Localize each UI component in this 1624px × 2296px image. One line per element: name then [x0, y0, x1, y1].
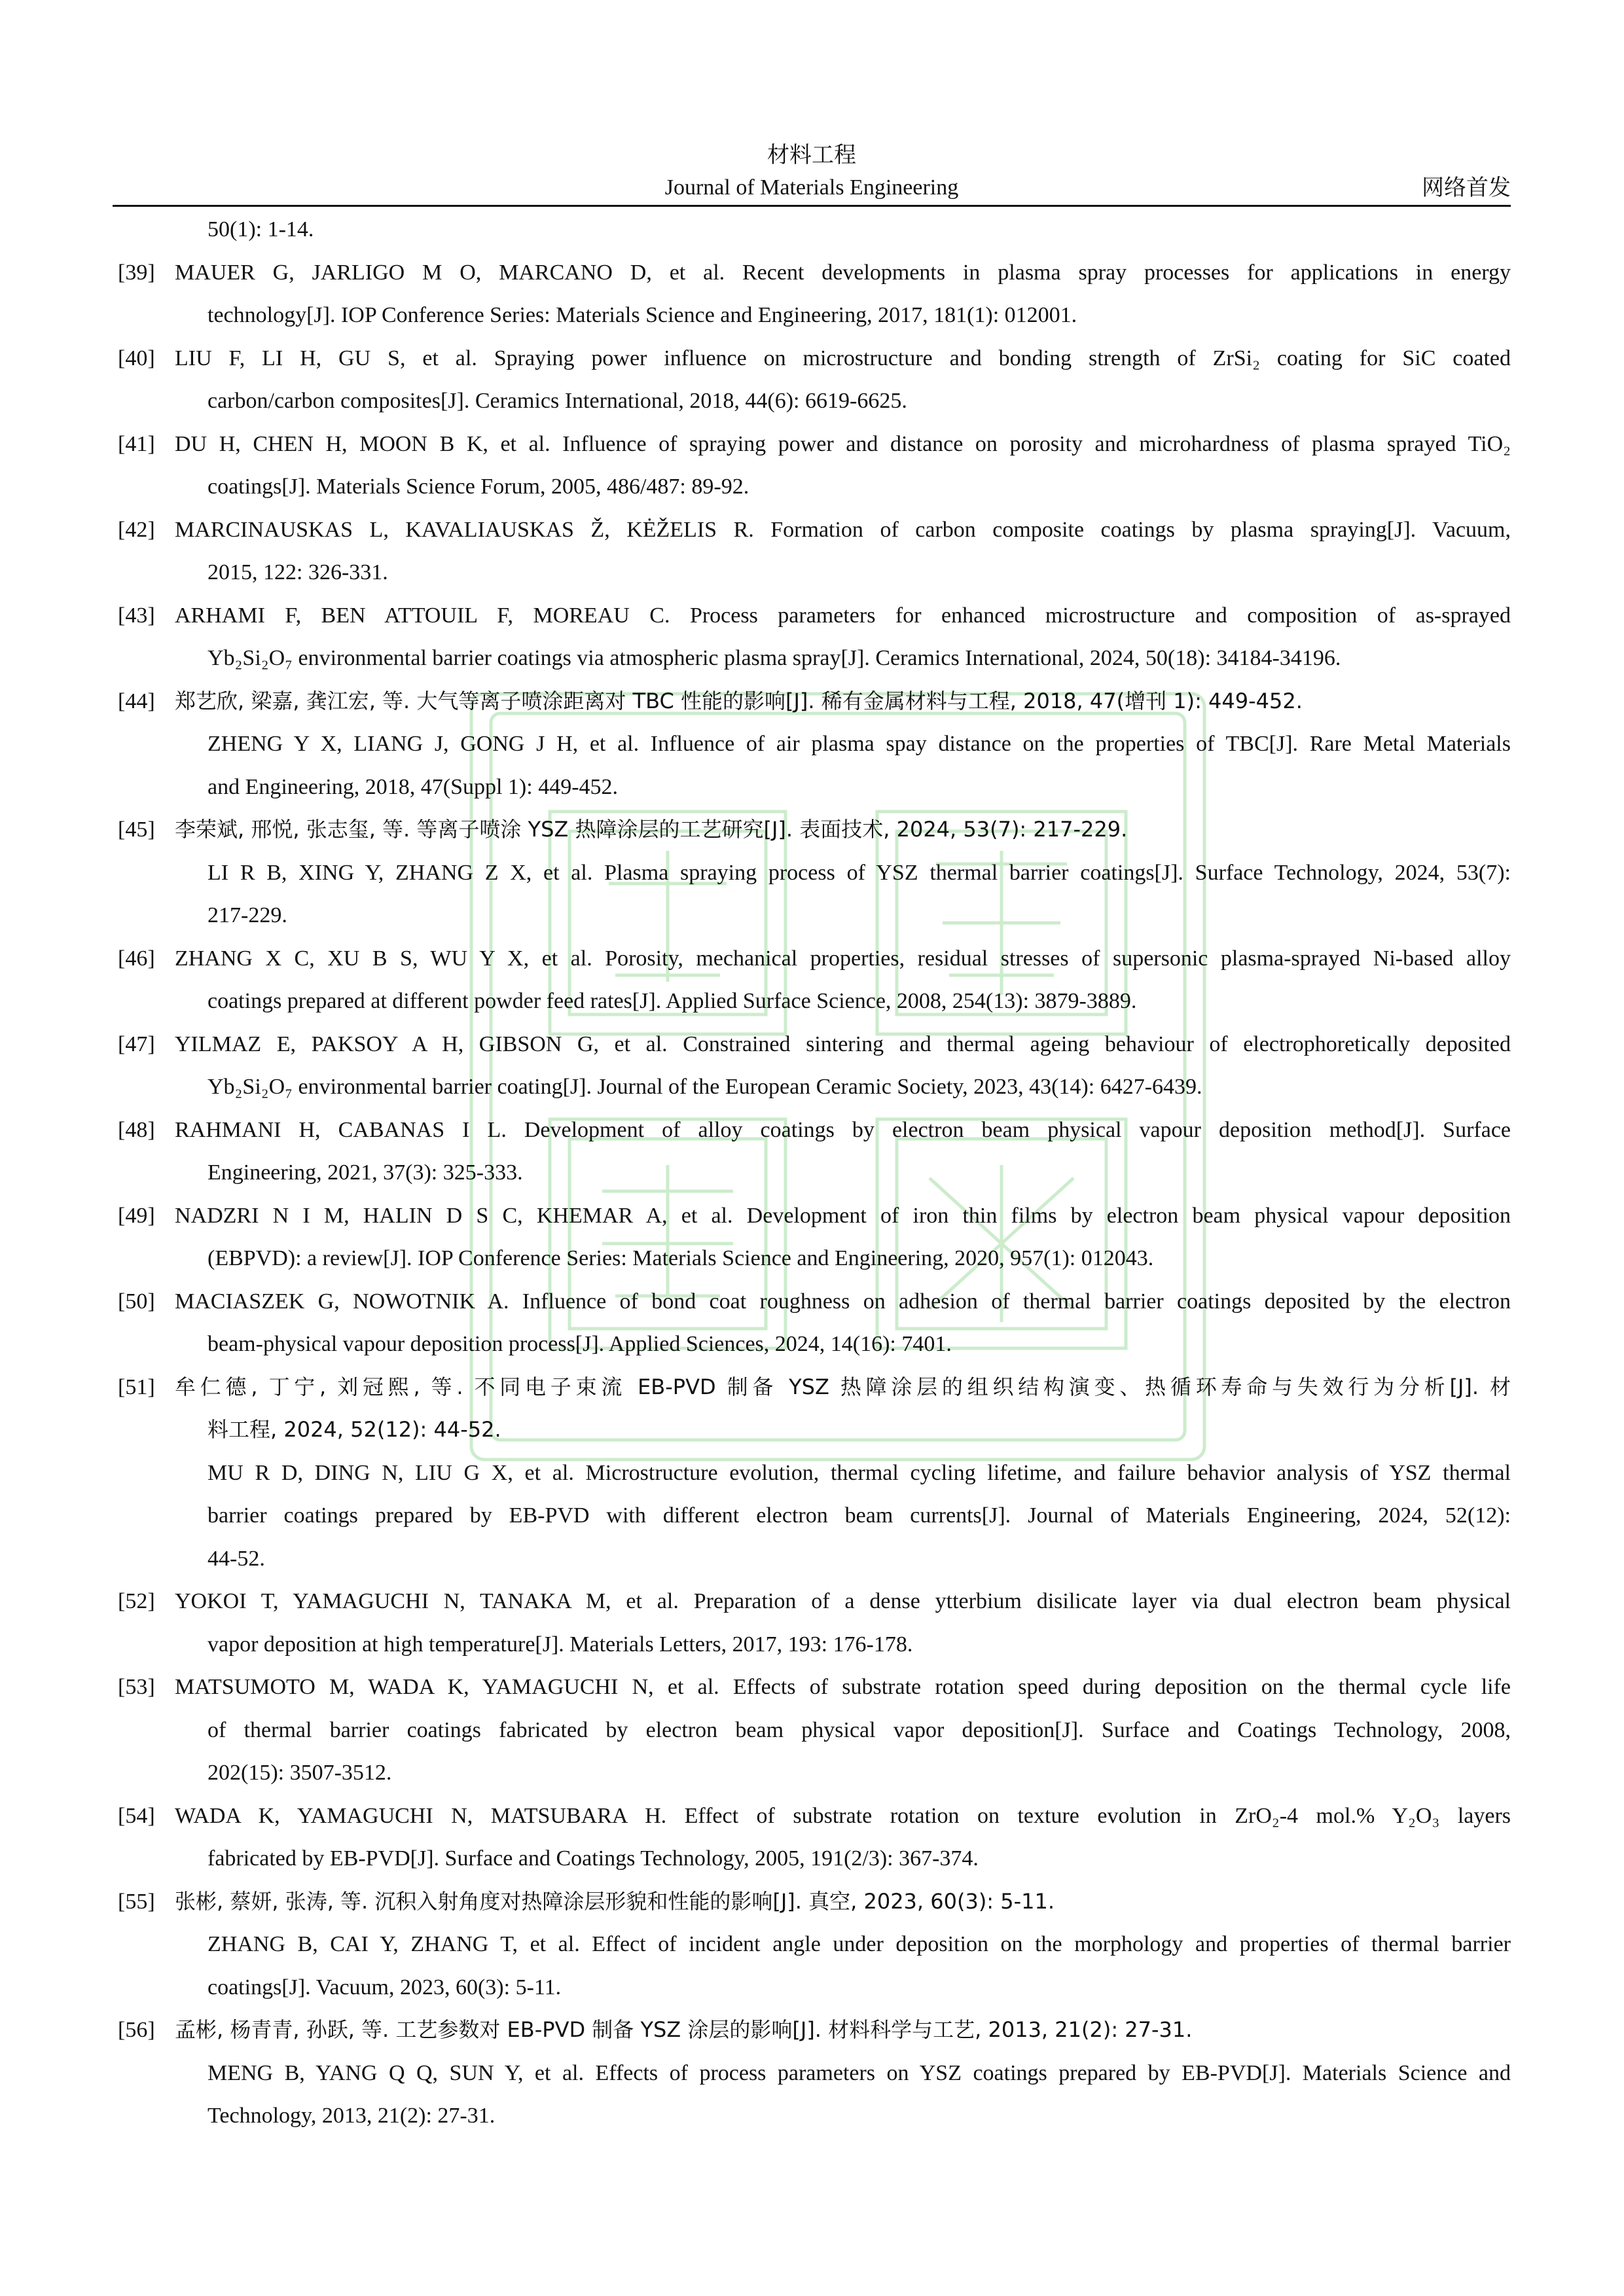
reference-line: MAUER G, JARLIGO M O, MARCANO D, et al. Recent developments in plasma spray processes for applications in energy [175, 260, 1511, 285]
reference-line: coatings[J]. Vacuum, 2023, 60(3): 5-11. [208, 1975, 562, 2000]
reference-number: [40] [118, 346, 155, 370]
reference-number: [39] [118, 260, 155, 285]
reference-line: LIU F, LI H, GU S, et al. Spraying power influence on microstructure and bonding strength of ZrSi₂ coating for SiC coated [175, 346, 1511, 370]
reference-continuation [113, 208, 1511, 251]
reference-item [113, 423, 1511, 509]
page-header [113, 134, 1511, 209]
reference-line: coatings[J]. Materials Science Forum, 2005, 486/487: 89-92. [208, 475, 749, 499]
reference-item [113, 1666, 1511, 1795]
reference-line: vapor deposition at high temperature[J]. Materials Letters, 2017, 193: 176-178. [208, 1632, 913, 1657]
reference-line: WADA K, YAMAGUCHI N, MATSUBARA H. Effect of substrate rotation on texture evolution in ZrO₂-4 mol.% Y₂O₃ layers [175, 1803, 1511, 1828]
reference-line-cn: 李荣斌, 邢悦, 张志玺, 等. 等离子喷涂 YSZ 热障涂层的工艺研究[J]. 表面技术, 2024, 53(7): 217-229. [175, 817, 1128, 842]
reference-line: fabricated by EB-PVD[J]. Surface and Coatings Technology, 2005, 191(2/3): 367-374. [208, 1846, 979, 1871]
reference-line-cn: 料工程, 2024, 52(12): 44-52. [208, 1417, 501, 1442]
reference-line: ARHAMI F, BEN ATTOUIL F, MOREAU C. Process parameters for enhanced microstructure and composition of as-sprayed [175, 603, 1511, 628]
reference-item [113, 1366, 1511, 1581]
journal-title-en: Journal of Materials Engineering [664, 175, 959, 200]
reference-number: [53] [118, 1675, 155, 1699]
reference-item [113, 808, 1511, 937]
reference-item [113, 1880, 1511, 2009]
reference-line: of thermal barrier coatings fabricated by electron beam physical vapor deposition[J]. Surface and Coatings Technology, 2008, [208, 1717, 1511, 1742]
reference-line: DU H, CHEN H, MOON B K, et al. Influence of spraying power and distance on porosity and microhardness of plasma sprayed TiO₂ [175, 431, 1511, 456]
reference-item [113, 2009, 1511, 2138]
reference-item [113, 1109, 1511, 1194]
reference-line: MU R D, DING N, LIU G X, et al. Microstructure evolution, thermal cycling lifetime, and failure behavior analysis of YSZ thermal [208, 1460, 1511, 1485]
reference-line: MATSUMOTO M, WADA K, YAMAGUCHI N, et al. Effects of substrate rotation speed during deposition on the thermal cycle life [175, 1675, 1511, 1699]
reference-number: [45] [118, 817, 155, 842]
reference-item [113, 1580, 1511, 1666]
reference-line: Yb₂Si₂O₇ environmental barrier coating[J]. Journal of the European Ceramic Society, 2023, 43(14): 6427-6439. [208, 1075, 1202, 1099]
reference-line: carbon/carbon composites[J]. Ceramics International, 2018, 44(6): 6619-6625. [208, 389, 907, 413]
reference-line: 217-229. [208, 903, 287, 927]
reference-number: [41] [118, 431, 155, 456]
reference-line-cn: 张彬, 蔡妍, 张涛, 等. 沉积入射角度对热障涂层形貌和性能的影响[J]. 真空, 2023, 60(3): 5-11. [175, 1888, 1055, 1914]
reference-line: barrier coatings prepared by EB-PVD with different electron beam currents[J]. Journal of Materials Engineering, 2024, 52(12): [208, 1503, 1511, 1528]
reference-line: MACIASZEK G, NOWOTNIK A. Influence of bond coat roughness on adhesion of thermal barrier coatings deposited by the electron [175, 1289, 1511, 1314]
reference-line: MARCINAUSKAS L, KAVALIAUSKAS Ž, KĖŽELIS R. Formation of carbon composite coatings by plasma spraying[J]. Vacuum, [175, 517, 1511, 542]
reference-item [113, 337, 1511, 423]
reference-line: YOKOI T, YAMAGUCHI N, TANAKA M, et al. Preparation of a dense ytterbium disilicate layer via dual electron beam physical [175, 1589, 1511, 1613]
reference-line: Engineering, 2021, 37(3): 325-333. [208, 1160, 523, 1185]
reference-item [113, 251, 1511, 337]
reference-item [113, 1280, 1511, 1366]
reference-line: ZHENG Y X, LIANG J, GONG J H, et al. Influence of air plasma spay distance on the properties of TBC[J]. Rare Metal Materials [208, 732, 1511, 756]
reference-item [113, 1194, 1511, 1280]
reference-line: 202(15): 3507-3512. [208, 1761, 392, 1785]
reference-list [113, 208, 1511, 2138]
header-rule [113, 205, 1511, 207]
reference-line: 2015, 122: 326-331. [208, 560, 388, 584]
reference-number: [51] [118, 1374, 155, 1399]
reference-line: technology[J]. IOP Conference Series: Materials Science and Engineering, 2017, 181(1): 012001. [208, 303, 1077, 327]
reference-line: and Engineering, 2018, 47(Suppl 1): 449-452. [208, 774, 619, 799]
reference-line: 50(1): 1-14. [208, 217, 314, 242]
reference-number: [49] [118, 1203, 155, 1228]
reference-line: (EBPVD): a review[J]. IOP Conference Series: Materials Science and Engineering, 2020, 957(1): 012043. [208, 1246, 1154, 1270]
online-first-label: 网络首发 [1422, 175, 1511, 201]
reference-number: [42] [118, 517, 155, 542]
journal-title-cn: 材料工程 [767, 142, 856, 168]
reference-number: [55] [118, 1889, 155, 1914]
reference-line: ZHANG B, CAI Y, ZHANG T, et al. Effect of incident angle under deposition on the morphology and properties of thermal barrier [208, 1932, 1511, 1956]
reference-number: [44] [118, 689, 155, 713]
reference-line: YILMAZ E, PAKSOY A H, GIBSON G, et al. Constrained sintering and thermal ageing behaviour of electrophoretically deposited [175, 1031, 1511, 1056]
reference-line: NADZRI N I M, HALIN D S C, KHEMAR A, et al. Development of iron thin films by electron beam physical vapour deposition [175, 1203, 1511, 1228]
reference-line: MENG B, YANG Q Q, SUN Y, et al. Effects of process parameters on YSZ coatings prepared by EB-PVD[J]. Materials Science and [208, 2060, 1511, 2085]
reference-number: [46] [118, 946, 155, 971]
reference-line-cn: 郑艺欣, 梁嘉, 龚江宏, 等. 大气等离子喷涂距离对 TBC 性能的影响[J]. 稀有金属材料与工程, 2018, 47(增刊 1): 449-452. [175, 688, 1303, 713]
reference-number: [43] [118, 603, 155, 628]
reference-item [113, 1795, 1511, 1880]
reference-item [113, 680, 1511, 809]
reference-number: [54] [118, 1803, 155, 1828]
reference-line: LI R B, XING Y, ZHANG Z X, et al. Plasma spraying process of YSZ thermal barrier coatings[J]. Surface Technology, 2024, 53(7): [208, 860, 1511, 885]
reference-line: 44-52. [208, 1546, 265, 1571]
reference-number: [47] [118, 1031, 155, 1056]
reference-line: beam‑physical vapour deposition process[J]. Applied Sciences, 2024, 14(16): 7401. [208, 1332, 952, 1356]
reference-item [113, 509, 1511, 594]
reference-line-cn: 牟仁德, 丁宁, 刘冠熙, 等. 不同电子束流 EB-PVD 制备 YSZ 热障涂层的组织结构演变、热循环寿命与失效行为分析[J]. 材 [175, 1374, 1511, 1399]
reference-line: Yb₂Si₂O₇ environmental barrier coatings via atmospheric plasma spray[J]. Ceramics International, 2024, 50(18): 34184-34196. [208, 646, 1341, 670]
reference-line-cn: 孟彬, 杨青青, 孙跃, 等. 工艺参数对 EB-PVD 制备 YSZ 涂层的影响[J]. 材料科学与工艺, 2013, 21(2): 27-31. [175, 2017, 1193, 2042]
reference-number: [56] [118, 2018, 155, 2042]
reference-item [113, 937, 1511, 1023]
reference-item [113, 594, 1511, 680]
reference-line: ZHANG X C, XU B S, WU Y X, et al. Porosity, mechanical properties, residual stresses of supersonic plasma-sprayed Ni-based alloy [175, 946, 1511, 971]
reference-line: coatings prepared at different powder feed rates[J]. Applied Surface Science, 2008, 254(13): 3879-3889. [208, 989, 1137, 1013]
reference-number: [48] [118, 1117, 155, 1142]
reference-line: Technology, 2013, 21(2): 27-31. [208, 2104, 496, 2128]
reference-number: [52] [118, 1589, 155, 1613]
reference-line: RAHMANI H, CABANAS I L. Development of alloy coatings by electron beam physical vapour deposition method[J]. Surface [175, 1117, 1511, 1142]
reference-number: [50] [118, 1289, 155, 1314]
reference-item [113, 1023, 1511, 1109]
